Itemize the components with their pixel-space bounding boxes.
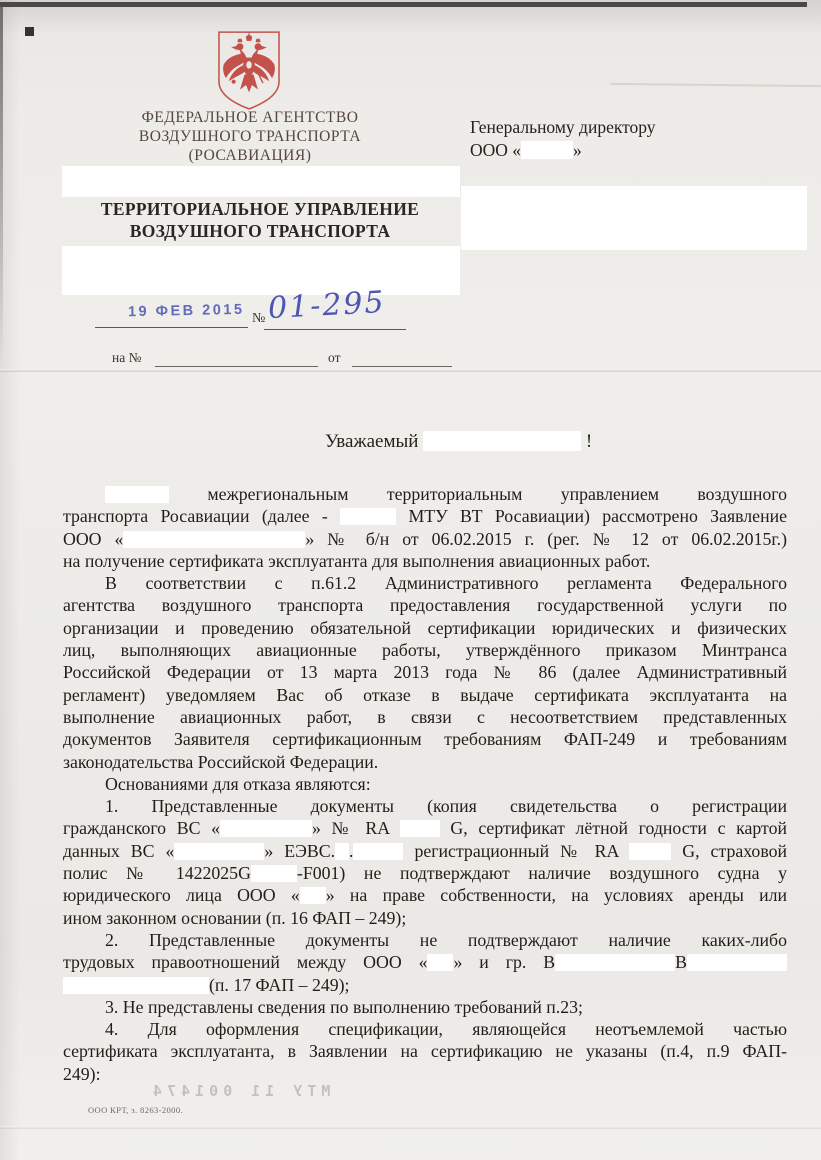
redaction-inline <box>220 820 312 837</box>
redaction-inline <box>353 843 403 860</box>
body-line: агентства воздушного транспорта предоставления государственной услуги по <box>63 595 787 616</box>
agency-name-block <box>90 108 410 165</box>
paper-crease <box>610 83 821 87</box>
body-line: ООО « » № б/н от 06.02.2015 г. (рег. № 12 от 06.02.2015г.) <box>63 528 788 549</box>
body-line: В соответствии с п.61.2 Административного регламента Федерального <box>105 573 787 594</box>
body-line: транспорта Росавиации (далее - МТУ ВТ Росавиации) рассмотрено Заявление <box>63 506 787 527</box>
redaction-box <box>62 246 460 295</box>
division-line: ТЕРРИТОРИАЛЬНОЕ УПРАВЛЕНИЕ <box>100 199 420 219</box>
body-line: 4. Для оформления спецификации, являющейся неотъемлемой частью <box>105 1019 787 1040</box>
redaction-inline <box>629 843 671 860</box>
body-line: 3. Не представлены сведения по выполнению требований п.23; <box>105 996 583 1017</box>
body-line: сертификата эксплуатанта, в Заявлении на сертификацию не указаны (п.4, п.9 ФАП- <box>63 1041 787 1062</box>
body-line: 1. Представленные документы (копия свидетельства о регистрации <box>105 796 787 817</box>
body-line: лиц, выполняющих авиационные работы, утверждённого приказом Минтранса <box>63 640 787 661</box>
handwritten-outgoing-number: 01-295 <box>267 284 387 327</box>
number-underline <box>264 329 406 330</box>
body-line: юридического лица ООО « » на праве собственности, на условиях аренды или <box>63 885 787 906</box>
body-line: Российской Федерации от 13 марта 2013 года № 86 (далее Административный <box>63 662 787 683</box>
body-line: 249): <box>63 1063 101 1084</box>
paper-crease <box>0 369 821 372</box>
scan-corner-artifact <box>25 27 34 36</box>
redaction-inline <box>423 431 581 451</box>
addressee-title: Генеральному директору <box>470 117 656 137</box>
body-line: Основаниями для отказа являются: <box>105 773 371 794</box>
date-stamp: 19 ФЕВ 2015 <box>127 301 245 321</box>
scan-edge-artifact <box>0 6 3 366</box>
redaction-inline <box>123 531 305 548</box>
body-line: законодательства Российской Федерации. <box>63 751 379 772</box>
redaction-box <box>62 166 460 197</box>
body-line: регламент) уведомляем Вас об отказе в выдаче сертификата эксплуатанта на <box>63 684 787 705</box>
addressee-block <box>470 116 656 162</box>
redaction-inline <box>687 954 787 971</box>
addressee-company: ООО « » <box>470 140 582 160</box>
redaction-inline <box>555 954 675 971</box>
redaction-box <box>461 186 807 250</box>
agency-line: (РОСАВИАЦИЯ) <box>188 147 312 164</box>
reply-number-underline <box>155 366 318 367</box>
scan-edge-artifact <box>0 2 807 7</box>
redaction-inline <box>63 977 209 994</box>
body-line: трудовых правоотношений между ООО « » и гр. В В <box>63 951 787 973</box>
body-line: данных ВС « » ЕЭВС. . регистрационный № RA G, страховой <box>63 840 788 861</box>
bleedthrough-stamp: МТУ 11 001474 <box>148 1082 331 1100</box>
paper-crease <box>0 1126 821 1129</box>
body-line: межрегиональным территориальным управлением воздушного <box>63 483 787 505</box>
redaction-inline <box>427 954 453 971</box>
body-line: гражданского ВС « » № RA G, сертификат лётной годности с картой <box>63 818 787 839</box>
redaction-inline <box>300 887 326 904</box>
body-line: документов Заявителя сертификационным требованиям ФАП-249 и требованиям <box>63 729 787 750</box>
printing-imprint: ООО КРТ, з. 8263-2000. <box>88 1105 183 1115</box>
reply-number-label: на № <box>112 350 142 365</box>
redaction-inline <box>521 141 573 159</box>
redaction-inline <box>340 508 396 525</box>
body-line: полис № 1422025G -F001) не подтверждают наличие воздушного судна у <box>63 863 787 884</box>
body-line: (п. 17 ФАП – 249); <box>63 974 787 996</box>
reply-date-underline <box>352 366 452 367</box>
body-line: 2. Представленные документы не подтверждают наличие каких-либо <box>105 929 787 950</box>
redaction-inline <box>335 843 349 860</box>
redaction-inline <box>105 486 169 503</box>
letter-body <box>63 483 787 1085</box>
redaction-inline <box>251 865 297 882</box>
division-name-block <box>60 199 460 242</box>
salutation: Уважаемый ! <box>325 431 593 452</box>
redaction-inline <box>400 820 440 837</box>
body-line: организации и проведению обязательной сертификации юридических и физических <box>63 617 787 638</box>
body-line: выполнение авиационных работ, в связи с несоответствием представленных <box>63 706 787 727</box>
division-line: ВОЗДУШНОГО ТРАНСПОРТА <box>129 220 391 241</box>
agency-line: ФЕДЕРАЛЬНОЕ АГЕНТСТВО <box>141 109 359 126</box>
number-label: № <box>252 311 266 326</box>
body-line: на получение сертификата эксплуатанта для выполнения авиационных работ. <box>63 550 651 571</box>
redaction-inline <box>174 843 264 860</box>
date-underline <box>95 327 248 328</box>
reply-date-label: от <box>328 350 341 365</box>
agency-line: ВОЗДУШНОГО ТРАНСПОРТА <box>138 128 362 145</box>
body-line: ином законном основании (п. 16 ФАП – 249); <box>63 907 407 928</box>
russia-coat-of-arms-icon <box>214 30 284 111</box>
